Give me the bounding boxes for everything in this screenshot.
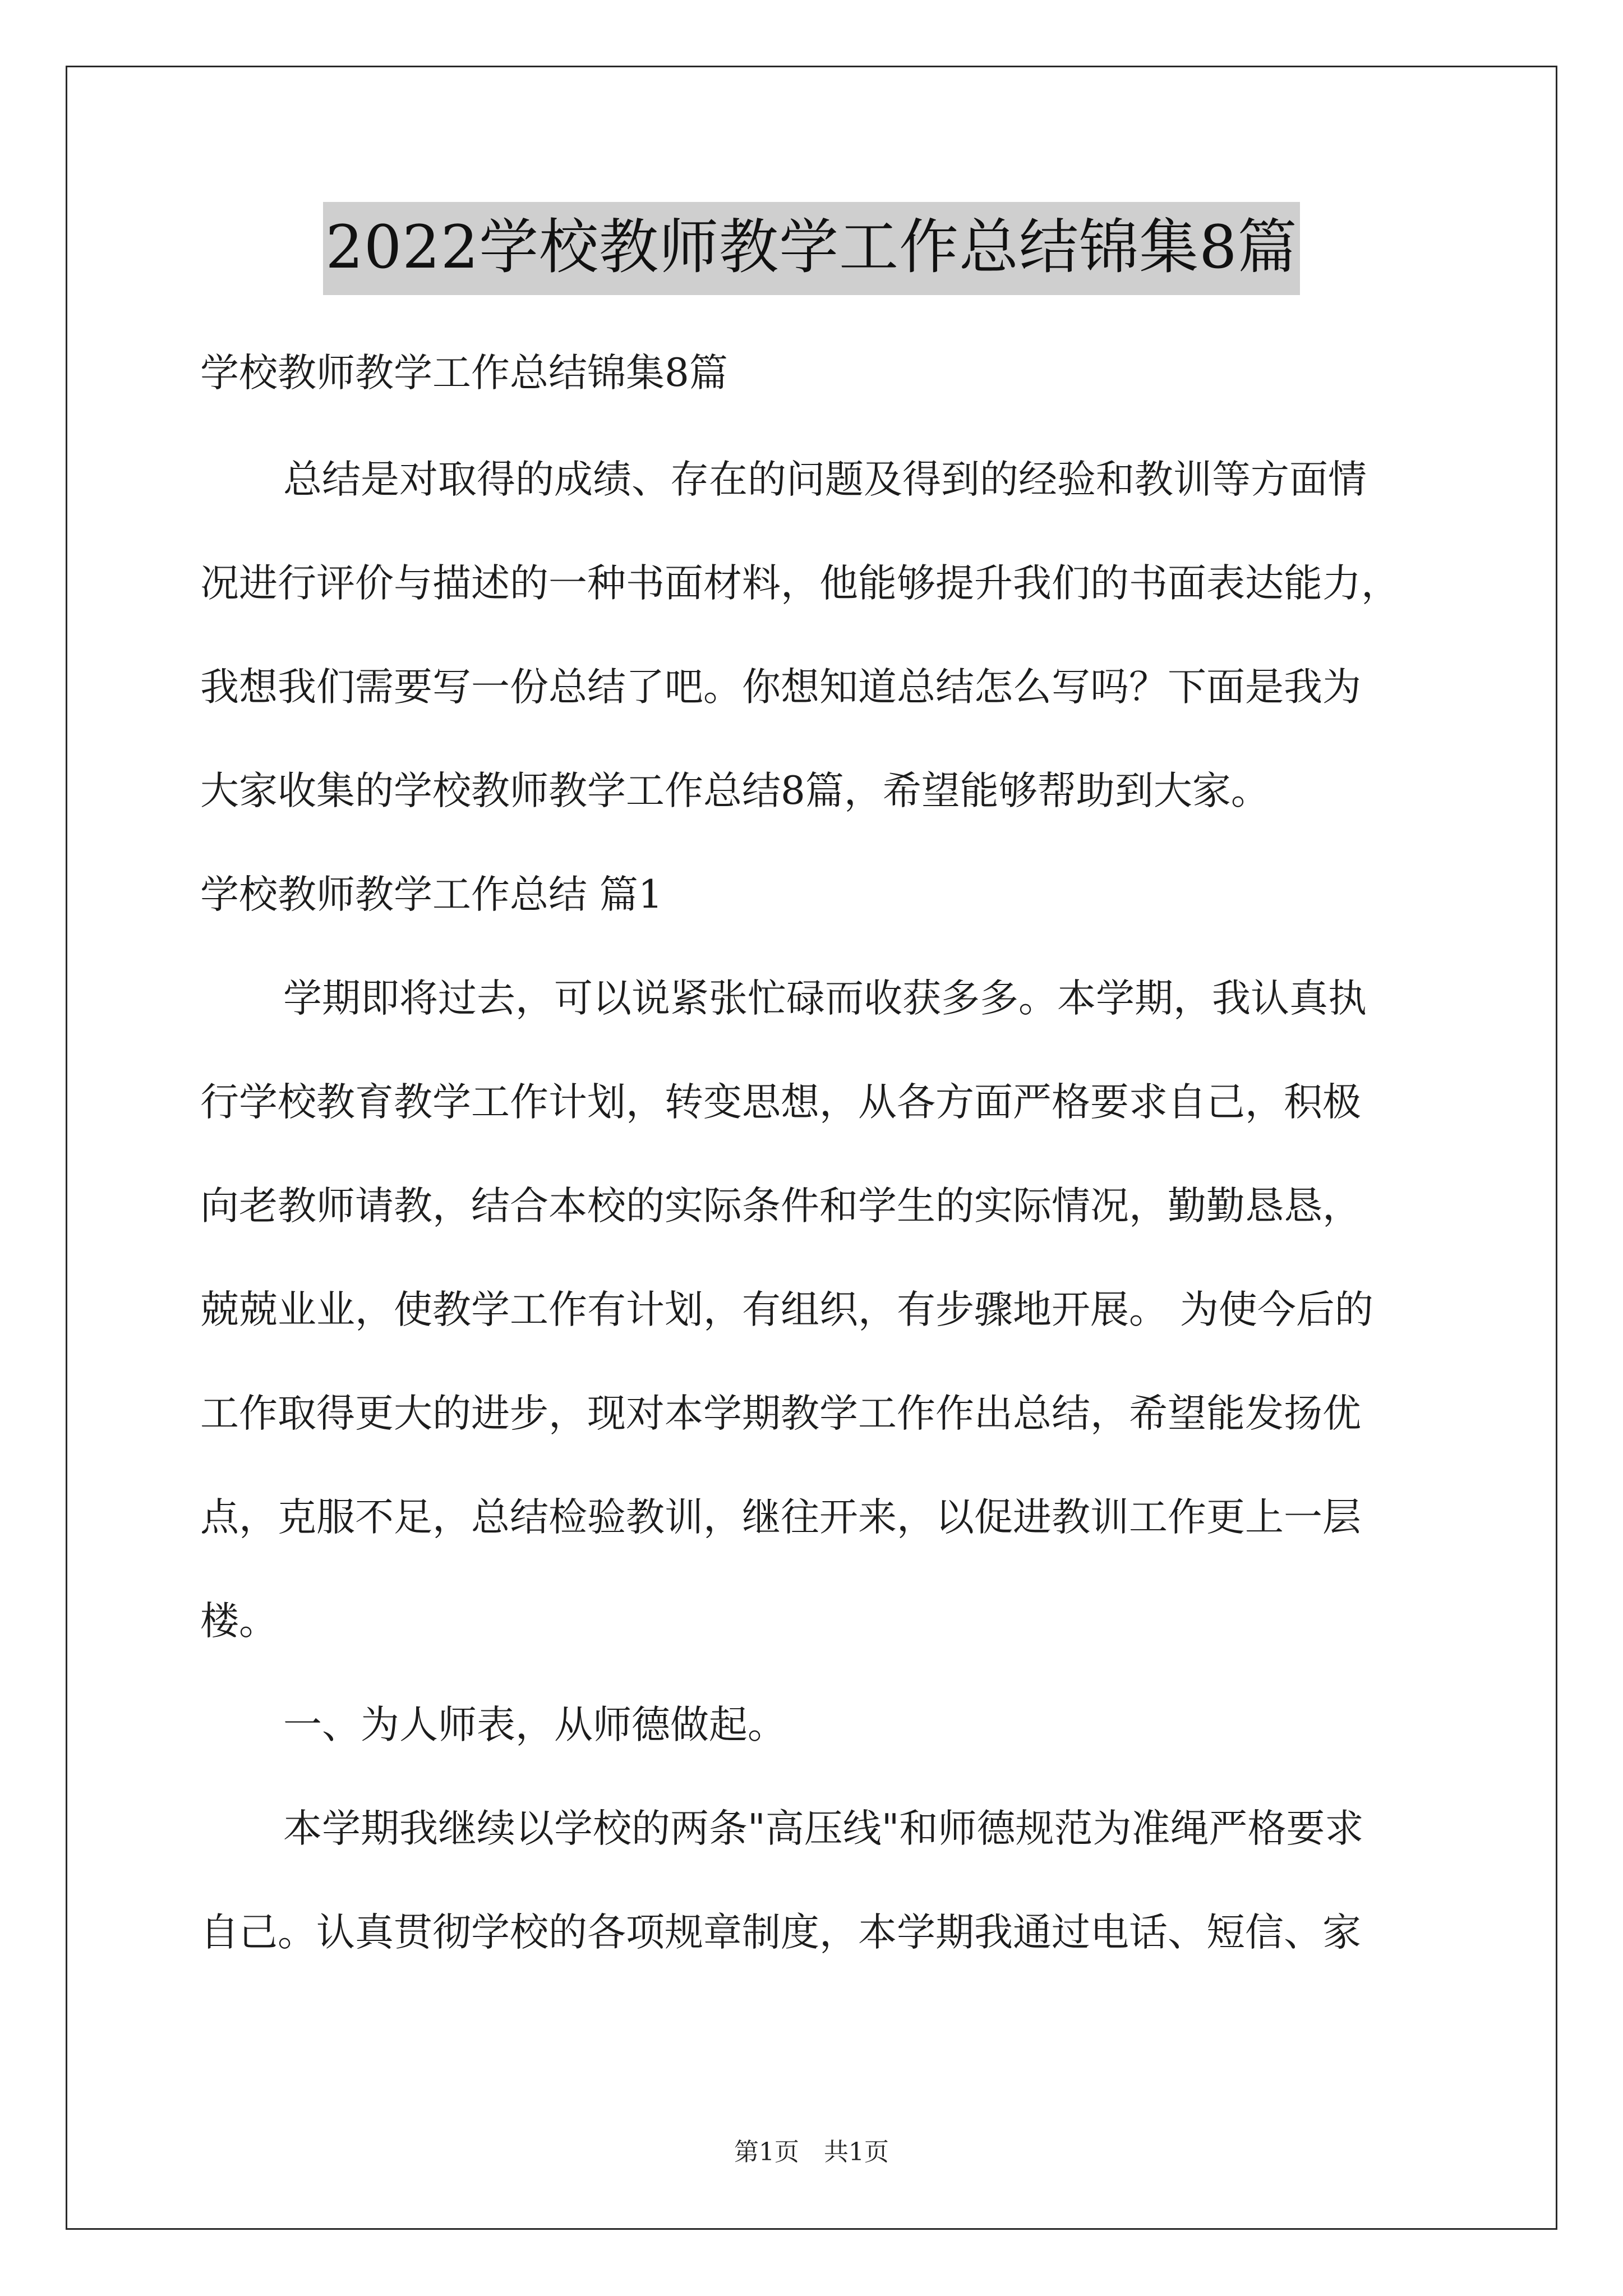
title-container — [0, 202, 1623, 295]
body-line: 楼。 — [200, 1599, 278, 1644]
body-line: 自己。认真贯彻学校的各项规章制度，本学期我通过电话、短信、家 — [200, 1910, 1361, 1955]
body-line: 本学期我继续以学校的两条"高压线"和师德规范为准绳严格要求 — [283, 1806, 1364, 1851]
body-line: 大家收集的学校教师教学工作总结8篇，希望能够帮助到大家。 — [200, 769, 1270, 813]
body-line: 我想我们需要写一份总结了吧。你想知道总结怎么写吗？下面是我为 — [200, 665, 1361, 710]
body-line: 兢兢业业，使教学工作有计划，有组织，有步骤地开展。 为使今后的 — [200, 1287, 1373, 1332]
body-line: 况进行评价与描述的一种书面材料，他能够提升我们的书面表达能力， — [200, 561, 1400, 606]
subtitle-line: 学校教师教学工作总结锦集8篇 — [200, 351, 728, 395]
page-footer: 第1页 共1页 — [734, 2138, 889, 2166]
section-heading-line: 学校教师教学工作总结 篇1 — [200, 872, 663, 917]
body-line: 总结是对取得的成绩、存在的问题及得到的经验和教训等方面情 — [283, 457, 1367, 502]
body-line: 行学校教育教学工作计划，转变思想，从各方面严格要求自己，积极 — [200, 1080, 1361, 1125]
body-line: 点，克服不足，总结检验教训，继往开来，以促进教训工作更上一层 — [200, 1495, 1361, 1540]
document-title: 2022学校教师教学工作总结锦集8篇 — [323, 202, 1299, 295]
body-line: 向老教师请教，结合本校的实际条件和学生的实际情况，勤勤恳恳， — [200, 1184, 1361, 1228]
body-line: 学期即将过去，可以说紧张忙碌而收获多多。本学期，我认真执 — [283, 976, 1367, 1021]
body-line: 一、为人师表，从师德做起。 — [283, 1703, 786, 1747]
body-line: 工作取得更大的进步，现对本学期教学工作作出总结，希望能发扬优 — [200, 1391, 1361, 1436]
